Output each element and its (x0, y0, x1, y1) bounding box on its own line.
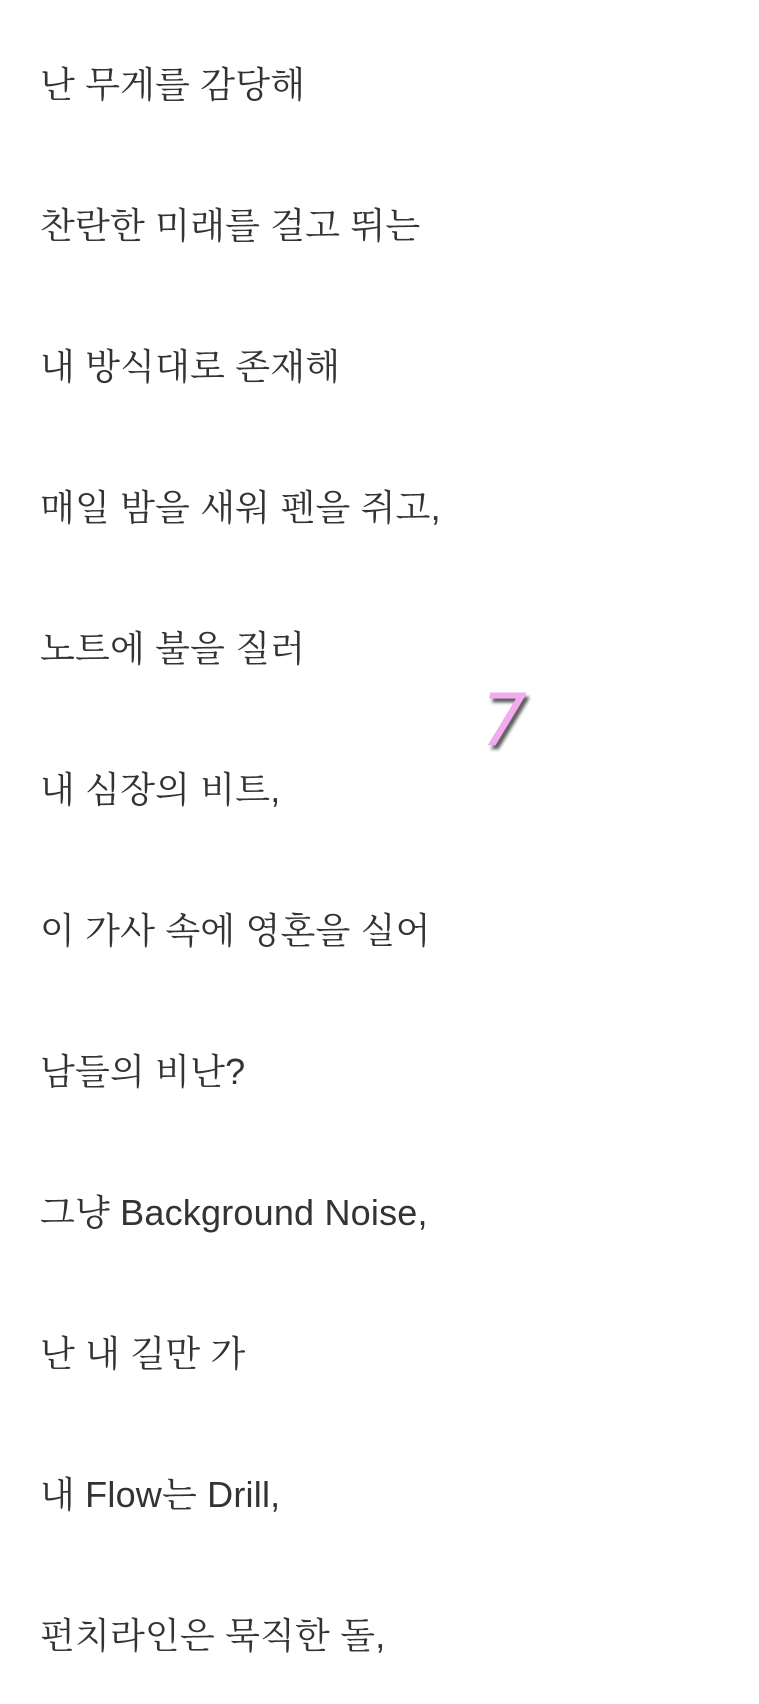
lyric-line: 내 심장의 비트, (40, 769, 281, 810)
lyric-line: 노트에 불을 질러 (40, 628, 306, 669)
lyric-line: 매일 밤을 새워 펜을 쥐고, (40, 487, 441, 528)
lyric-line: 내 방식대로 존재해 (40, 346, 341, 387)
lyric-line: 찬란한 미래를 걸고 뛰는 (40, 205, 421, 246)
lyric-line: 펀치라인은 묵직한 돌, (40, 1615, 386, 1656)
lyric-line: 난 내 길만 가 (40, 1333, 246, 1374)
page-number: 7 (481, 678, 527, 762)
lyric-line: 남들의 비난? (40, 1051, 246, 1092)
lyrics-page (0, 12, 759, 1704)
lyric-line: 난 무게를 감당해 (40, 64, 306, 105)
lyric-line: 내 Flow는 Drill, (40, 1474, 281, 1515)
lyric-line: 그냥 Background Noise, (40, 1192, 428, 1233)
lyric-line: 이 가사 속에 영혼을 실어 (40, 910, 431, 951)
